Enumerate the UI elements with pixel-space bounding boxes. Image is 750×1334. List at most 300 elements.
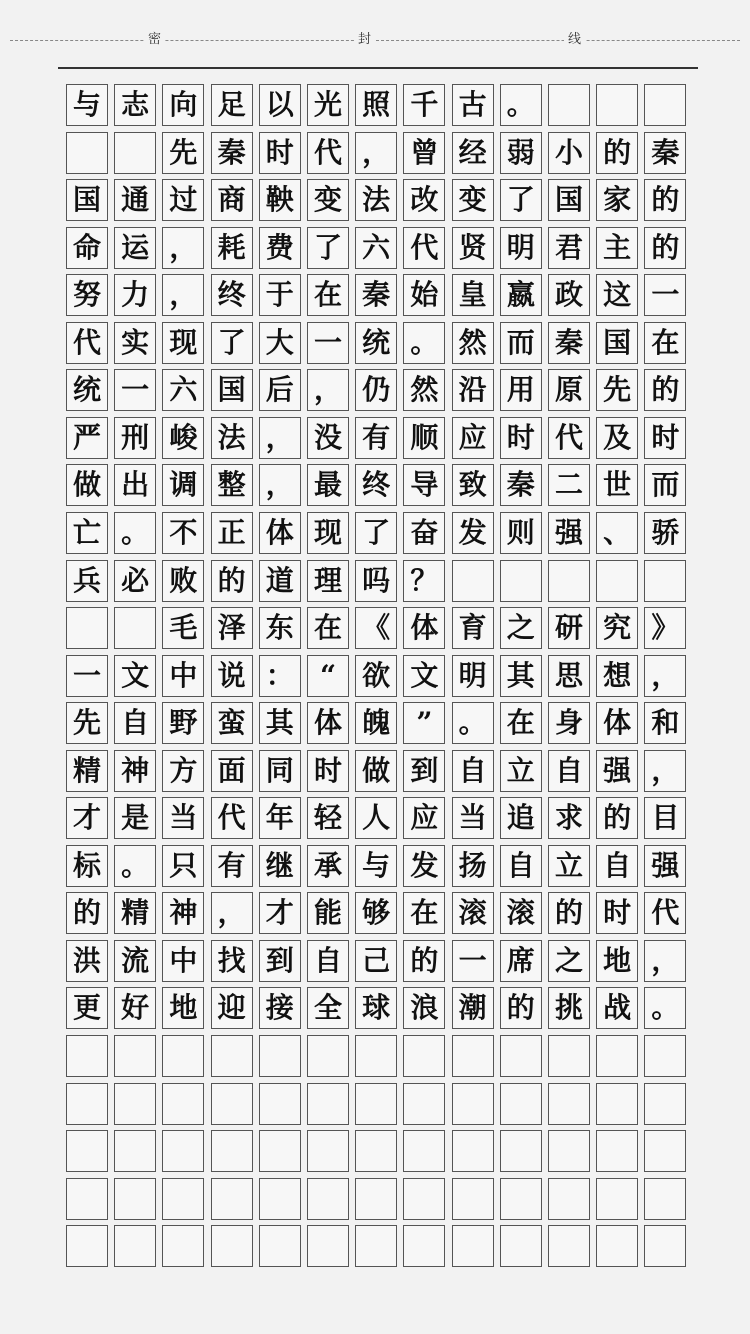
grid-cell: 政: [548, 274, 590, 316]
grid-cell: [66, 132, 108, 174]
grid-cell: 自: [307, 940, 349, 982]
grid-cell: 明: [500, 227, 542, 269]
grid-row: [66, 845, 693, 891]
grid-cell: 了: [355, 512, 397, 554]
grid-row: [66, 132, 693, 178]
grid-row: [66, 1130, 693, 1176]
grid-cell: 神: [162, 892, 204, 934]
grid-cell: 在: [644, 322, 686, 364]
grid-cell: 流: [114, 940, 156, 982]
seal-char-feng: 封: [354, 31, 375, 49]
grid-cell: 是: [114, 797, 156, 839]
grid-cell: 一: [452, 940, 494, 982]
grid-cell: 球: [355, 987, 397, 1029]
grid-cell: 发: [452, 512, 494, 554]
grid-cell: 应: [452, 417, 494, 459]
grid-cell: 代: [66, 322, 108, 364]
grid-cell: 发: [403, 845, 445, 887]
grid-cell: [548, 1225, 590, 1267]
grid-cell: 有: [211, 845, 253, 887]
grid-cell: 才: [66, 797, 108, 839]
grid-cell: [644, 84, 686, 126]
grid-cell: 想: [596, 655, 638, 697]
grid-cell: 正: [211, 512, 253, 554]
grid-cell: [452, 560, 494, 602]
grid-cell: 经: [452, 132, 494, 174]
grid-cell: 神: [114, 750, 156, 792]
grid-cell: [114, 607, 156, 649]
grid-cell: [596, 1083, 638, 1125]
grid-cell: 终: [211, 274, 253, 316]
grid-cell: 用: [500, 369, 542, 411]
grid-cell: 变: [307, 179, 349, 221]
grid-cell: 。: [452, 702, 494, 744]
grid-cell: 力: [114, 274, 156, 316]
grid-cell: 鞅: [259, 179, 301, 221]
grid-cell: [596, 84, 638, 126]
grid-cell: 而: [644, 464, 686, 506]
grid-cell: [596, 1178, 638, 1220]
grid-cell: 做: [66, 464, 108, 506]
grid-cell: 皇: [452, 274, 494, 316]
grid-cell: 顺: [403, 417, 445, 459]
grid-cell: 》: [644, 607, 686, 649]
grid-cell: 自: [548, 750, 590, 792]
grid-cell: 通: [114, 179, 156, 221]
grid-cell: 思: [548, 655, 590, 697]
grid-cell: 商: [211, 179, 253, 221]
grid-cell: [596, 560, 638, 602]
grid-cell: 才: [259, 892, 301, 934]
grid-cell: 变: [452, 179, 494, 221]
grid-row: [66, 560, 693, 606]
grid-cell: 理: [307, 560, 349, 602]
grid-cell: [259, 1035, 301, 1077]
grid-cell: 这: [596, 274, 638, 316]
grid-cell: 贤: [452, 227, 494, 269]
grid-cell: 嬴: [500, 274, 542, 316]
grid-cell: 的: [644, 369, 686, 411]
grid-cell: 毛: [162, 607, 204, 649]
grid-cell: 古: [452, 84, 494, 126]
grid-cell: 向: [162, 84, 204, 126]
grid-cell: [66, 1130, 108, 1172]
grid-cell: 努: [66, 274, 108, 316]
grid-cell: 一: [644, 274, 686, 316]
grid-cell: 先: [162, 132, 204, 174]
grid-cell: 立: [500, 750, 542, 792]
grid-cell: 够: [355, 892, 397, 934]
grid-cell: [403, 1178, 445, 1220]
grid-row: [66, 987, 693, 1033]
grid-cell: 调: [162, 464, 204, 506]
grid-cell: 挑: [548, 987, 590, 1029]
grid-cell: 严: [66, 417, 108, 459]
grid-row: [66, 607, 693, 653]
grid-row: [66, 1083, 693, 1129]
grid-cell: 迎: [211, 987, 253, 1029]
grid-cell: 则: [500, 512, 542, 554]
grid-cell: 在: [500, 702, 542, 744]
grid-cell: 追: [500, 797, 542, 839]
grid-row: [66, 179, 693, 225]
grid-cell: 标: [66, 845, 108, 887]
grid-cell: 方: [162, 750, 204, 792]
grid-cell: 而: [500, 322, 542, 364]
grid-cell: [114, 1083, 156, 1125]
grid-cell: [211, 1083, 253, 1125]
grid-row: [66, 1225, 693, 1271]
grid-cell: 好: [114, 987, 156, 1029]
grid-cell: [500, 1225, 542, 1267]
grid-cell: 光: [307, 84, 349, 126]
grid-cell: 浪: [403, 987, 445, 1029]
grid-cell: 。: [644, 987, 686, 1029]
grid-cell: 与: [355, 845, 397, 887]
grid-cell: 致: [452, 464, 494, 506]
grid-cell: [259, 1083, 301, 1125]
grid-cell: 全: [307, 987, 349, 1029]
grid-cell: 做: [355, 750, 397, 792]
grid-cell: 文: [403, 655, 445, 697]
grid-cell: 扬: [452, 845, 494, 887]
grid-cell: [66, 607, 108, 649]
grid-cell: 。: [403, 322, 445, 364]
grid-cell: [66, 1178, 108, 1220]
grid-cell: [403, 1035, 445, 1077]
grid-cell: [259, 1225, 301, 1267]
grid-row: [66, 702, 693, 748]
grid-row: [66, 797, 693, 843]
grid-cell: [114, 1035, 156, 1077]
grid-cell: 主: [596, 227, 638, 269]
grid-cell: 二: [548, 464, 590, 506]
grid-cell: 研: [548, 607, 590, 649]
grid-cell: 继: [259, 845, 301, 887]
grid-cell: 一: [114, 369, 156, 411]
grid-cell: 更: [66, 987, 108, 1029]
grid-cell: [162, 1035, 204, 1077]
grid-cell: 骄: [644, 512, 686, 554]
grid-cell: 的: [548, 892, 590, 934]
grid-cell: [548, 1083, 590, 1125]
grid-cell: 潮: [452, 987, 494, 1029]
grid-cell: 年: [259, 797, 301, 839]
grid-cell: 时: [259, 132, 301, 174]
grid-cell: [114, 1178, 156, 1220]
grid-cell: 。: [500, 84, 542, 126]
grid-cell: 一: [66, 655, 108, 697]
grid-cell: 法: [355, 179, 397, 221]
grid-cell: 泽: [211, 607, 253, 649]
grid-cell: [548, 1178, 590, 1220]
grid-cell: 六: [355, 227, 397, 269]
grid-row: [66, 227, 693, 273]
grid-row: [66, 892, 693, 938]
grid-cell: 的: [403, 940, 445, 982]
grid-cell: 原: [548, 369, 590, 411]
grid-cell: 轻: [307, 797, 349, 839]
grid-cell: 体: [596, 702, 638, 744]
grid-cell: 魄: [355, 702, 397, 744]
grid-cell: 的: [596, 797, 638, 839]
grid-cell: 统: [355, 322, 397, 364]
grid-cell: 强: [548, 512, 590, 554]
grid-cell: 求: [548, 797, 590, 839]
grid-cell: 先: [596, 369, 638, 411]
grid-cell: 体: [403, 607, 445, 649]
grid-cell: [307, 1225, 349, 1267]
grid-cell: 秦: [355, 274, 397, 316]
grid-cell: 弱: [500, 132, 542, 174]
grid-cell: 欲: [355, 655, 397, 697]
grid-cell: [211, 1035, 253, 1077]
grid-cell: 应: [403, 797, 445, 839]
grid-cell: [355, 1035, 397, 1077]
grid-row: [66, 1035, 693, 1081]
grid-cell: [66, 1035, 108, 1077]
grid-cell: 沿: [452, 369, 494, 411]
grid-cell: [644, 1225, 686, 1267]
grid-cell: 精: [66, 750, 108, 792]
grid-cell: 没: [307, 417, 349, 459]
grid-cell: 东: [259, 607, 301, 649]
grid-cell: 了: [307, 227, 349, 269]
grid-cell: 改: [403, 179, 445, 221]
grid-cell: [548, 84, 590, 126]
grid-cell: 一: [307, 322, 349, 364]
grid-cell: [307, 1178, 349, 1220]
grid-cell: 精: [114, 892, 156, 934]
grid-cell: ，: [644, 655, 686, 697]
grid-cell: 的: [211, 560, 253, 602]
grid-cell: [452, 1178, 494, 1220]
grid-row: [66, 274, 693, 320]
grid-cell: 照: [355, 84, 397, 126]
grid-cell: 面: [211, 750, 253, 792]
grid-cell: “: [307, 655, 349, 697]
grid-row: [66, 369, 693, 415]
grid-cell: 不: [162, 512, 204, 554]
grid-cell: ，: [355, 132, 397, 174]
grid-cell: 国: [596, 322, 638, 364]
grid-cell: 其: [500, 655, 542, 697]
grid-cell: 当: [452, 797, 494, 839]
grid-cell: [114, 1130, 156, 1172]
grid-cell: [596, 1130, 638, 1172]
grid-cell: [355, 1130, 397, 1172]
grid-cell: 整: [211, 464, 253, 506]
grid-cell: [403, 1083, 445, 1125]
grid-cell: 的: [644, 179, 686, 221]
grid-row: [66, 417, 693, 463]
grid-cell: [162, 1083, 204, 1125]
grid-cell: 导: [403, 464, 445, 506]
seal-char-xian: 线: [564, 31, 585, 49]
grid-cell: [66, 1083, 108, 1125]
grid-cell: 当: [162, 797, 204, 839]
seal-char-mi: 密: [144, 31, 165, 49]
grid-cell: 曾: [403, 132, 445, 174]
grid-cell: 出: [114, 464, 156, 506]
grid-cell: [548, 1130, 590, 1172]
grid-cell: 秦: [500, 464, 542, 506]
grid-cell: 家: [596, 179, 638, 221]
grid-cell: ，: [162, 227, 204, 269]
grid-cell: ？: [403, 560, 445, 602]
grid-cell: 和: [644, 702, 686, 744]
grid-cell: 之: [548, 940, 590, 982]
grid-cell: 中: [162, 655, 204, 697]
grid-cell: 时: [596, 892, 638, 934]
grid-cell: 时: [307, 750, 349, 792]
grid-cell: 实: [114, 322, 156, 364]
grid-cell: 到: [259, 940, 301, 982]
grid-cell: 奋: [403, 512, 445, 554]
grid-cell: 国: [211, 369, 253, 411]
grid-row: [66, 512, 693, 558]
grid-cell: 足: [211, 84, 253, 126]
grid-cell: [548, 1035, 590, 1077]
grid-cell: ，: [644, 750, 686, 792]
grid-cell: 败: [162, 560, 204, 602]
grid-cell: [644, 1035, 686, 1077]
grid-cell: 其: [259, 702, 301, 744]
grid-cell: [500, 560, 542, 602]
grid-cell: 于: [259, 274, 301, 316]
grid-cell: 蛮: [211, 702, 253, 744]
grid-cell: 《: [355, 607, 397, 649]
grid-cell: [500, 1035, 542, 1077]
grid-cell: 、: [596, 512, 638, 554]
grid-cell: 战: [596, 987, 638, 1029]
grid-cell: 道: [259, 560, 301, 602]
grid-cell: 立: [548, 845, 590, 887]
grid-cell: [114, 1225, 156, 1267]
grid-cell: 世: [596, 464, 638, 506]
grid-cell: 野: [162, 702, 204, 744]
grid-row: [66, 655, 693, 701]
grid-cell: 及: [596, 417, 638, 459]
grid-cell: 千: [403, 84, 445, 126]
grid-cell: 了: [211, 322, 253, 364]
grid-cell: 命: [66, 227, 108, 269]
grid-cell: 只: [162, 845, 204, 887]
grid-cell: 滚: [500, 892, 542, 934]
grid-cell: 能: [307, 892, 349, 934]
grid-cell: 的: [596, 132, 638, 174]
grid-cell: [211, 1178, 253, 1220]
grid-cell: 文: [114, 655, 156, 697]
grid-cell: 强: [596, 750, 638, 792]
grid-cell: 在: [307, 607, 349, 649]
grid-cell: [162, 1225, 204, 1267]
grid-cell: 明: [452, 655, 494, 697]
grid-cell: 体: [259, 512, 301, 554]
grid-cell: [259, 1130, 301, 1172]
grid-cell: 秦: [644, 132, 686, 174]
grid-cell: 席: [500, 940, 542, 982]
grid-cell: 然: [403, 369, 445, 411]
grid-cell: 小: [548, 132, 590, 174]
grid-cell: [66, 1225, 108, 1267]
grid-cell: ，: [162, 274, 204, 316]
grid-cell: ，: [644, 940, 686, 982]
grid-cell: ：: [259, 655, 301, 697]
grid-cell: 究: [596, 607, 638, 649]
grid-cell: 有: [355, 417, 397, 459]
grid-cell: 现: [162, 322, 204, 364]
grid-cell: 。: [114, 512, 156, 554]
grid-cell: 现: [307, 512, 349, 554]
grid-cell: 的: [644, 227, 686, 269]
grid-cell: 国: [548, 179, 590, 221]
grid-cell: 说: [211, 655, 253, 697]
grid-cell: 之: [500, 607, 542, 649]
grid-row: [66, 84, 693, 130]
grid-cell: 秦: [211, 132, 253, 174]
grid-cell: 耗: [211, 227, 253, 269]
grid-cell: 在: [307, 274, 349, 316]
grid-cell: [162, 1130, 204, 1172]
grid-row: [66, 322, 693, 368]
grid-cell: 在: [403, 892, 445, 934]
grid-cell: 育: [452, 607, 494, 649]
grid-row: [66, 464, 693, 510]
grid-cell: [307, 1130, 349, 1172]
grid-cell: 以: [259, 84, 301, 126]
grid-cell: [307, 1035, 349, 1077]
grid-cell: ”: [403, 702, 445, 744]
grid-cell: 身: [548, 702, 590, 744]
grid-cell: 中: [162, 940, 204, 982]
grid-row: [66, 940, 693, 986]
grid-cell: [644, 560, 686, 602]
grid-cell: 代: [548, 417, 590, 459]
grid-cell: 终: [355, 464, 397, 506]
grid-cell: [452, 1130, 494, 1172]
grid-cell: [644, 1083, 686, 1125]
grid-cell: [211, 1225, 253, 1267]
grid-cell: 了: [500, 179, 542, 221]
grid-cell: [500, 1130, 542, 1172]
grid-cell: [644, 1130, 686, 1172]
grid-cell: 到: [403, 750, 445, 792]
grid-cell: 君: [548, 227, 590, 269]
grid-cell: 志: [114, 84, 156, 126]
grid-cell: 自: [596, 845, 638, 887]
grid-cell: [644, 1178, 686, 1220]
grid-cell: ，: [259, 417, 301, 459]
grid-cell: 峻: [162, 417, 204, 459]
grid-cell: 承: [307, 845, 349, 887]
grid-cell: ，: [259, 464, 301, 506]
grid-cell: [403, 1130, 445, 1172]
grid-cell: 自: [114, 702, 156, 744]
grid-cell: 兵: [66, 560, 108, 602]
grid-cell: 强: [644, 845, 686, 887]
grid-cell: [596, 1035, 638, 1077]
grid-cell: 的: [66, 892, 108, 934]
grid-cell: 接: [259, 987, 301, 1029]
grid-cell: 找: [211, 940, 253, 982]
grid-cell: 同: [259, 750, 301, 792]
grid-cell: [452, 1083, 494, 1125]
grid-cell: 后: [259, 369, 301, 411]
grid-row: [66, 750, 693, 796]
grid-cell: 代: [644, 892, 686, 934]
grid-cell: 代: [403, 227, 445, 269]
